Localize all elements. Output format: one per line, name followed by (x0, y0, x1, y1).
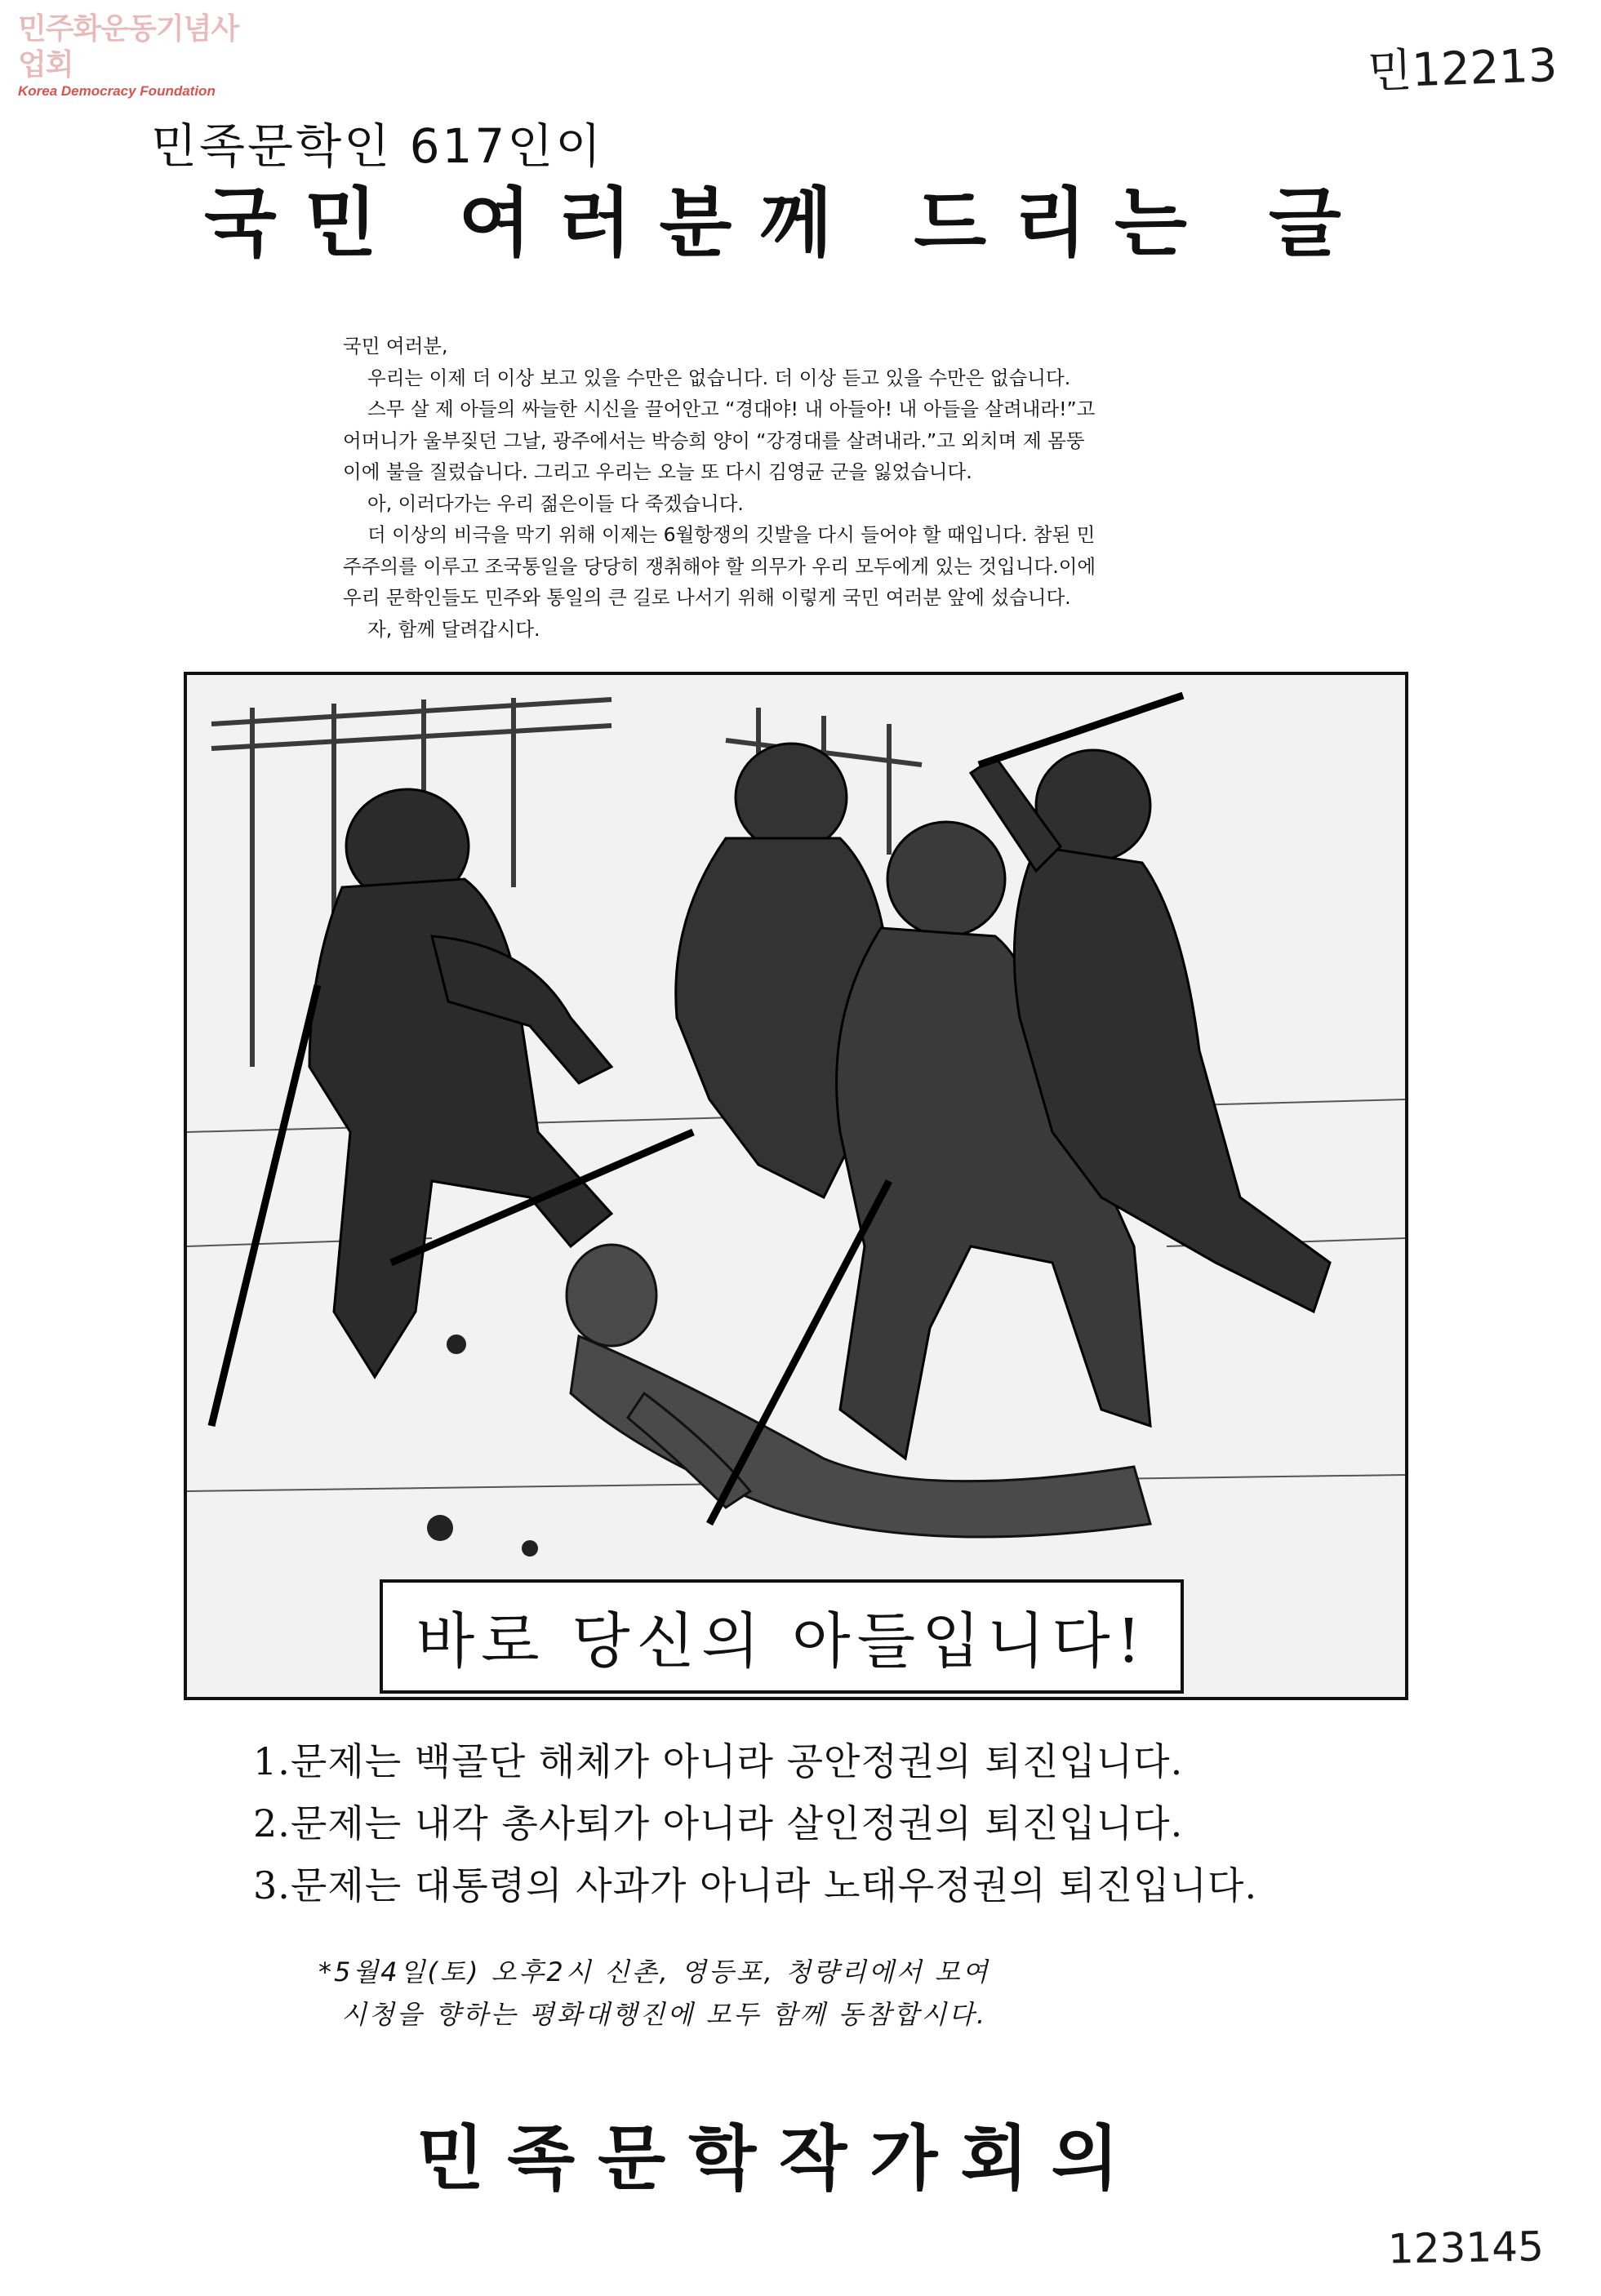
rally-notice-line: *5월4일(토) 오후2시 신촌, 영등포, 청량리에서 모여 (318, 1956, 990, 1987)
letter-line: 어머니가 울부짖던 그날, 광주에서는 박승희 양이 “강경대를 살려내라.”고 외치며 제 몸뚱 (343, 429, 1085, 452)
letter-line: 자, 함께 달려갑시다. (367, 617, 540, 641)
riot-police-illustration (184, 672, 1408, 1700)
letter-line: 국민 여러분, (343, 335, 448, 358)
handwritten-page-number: 123145 (1387, 2223, 1545, 2273)
watermark-english-text: Korea Democracy Foundation (18, 83, 216, 99)
demand-item: 2.문제는 내각 총사퇴가 아니라 살인정권의 퇴진입니다. (253, 1801, 1184, 1845)
rally-notice (318, 1951, 990, 2036)
letter-line: 우리 문학인들도 민주와 통일의 큰 길로 나서기 위해 이렇게 국민 여러분 앞에 섰습니다. (343, 586, 1071, 609)
demand-item: 1.문제는 백골단 해체가 아니라 공안정권의 퇴진입니다. (253, 1739, 1184, 1783)
document-subtitle: 민족문학인 617인이 (151, 118, 604, 174)
organization-name: 민족문학작가회의 (416, 2117, 1142, 2200)
handwritten-archive-code: 민12213 (1367, 38, 1559, 100)
illustration-caption: 바로 당신의 아들입니다! (416, 1606, 1148, 1676)
letter-body (343, 331, 1265, 645)
illustration-drawing (187, 675, 1405, 1697)
demand-item: 3.문제는 대통령의 사과가 아니라 노태우정권의 퇴진입니다. (253, 1863, 1258, 1907)
foundation-watermark (18, 11, 263, 100)
letter-line: 스무 살 제 아들의 싸늘한 시신을 끌어안고 “경대야! 내 아들아! 내 아들을 살려내라!”고 (367, 397, 1096, 420)
rally-notice-line: 시청을 향하는 평화대행진에 모두 함께 동참합시다. (341, 1999, 988, 2030)
letter-line: 주주의를 이루고 조국통일을 당당히 쟁취해야 할 의무가 우리 모두에게 있는 것입니다.이에 (343, 554, 1096, 578)
document-title: 국민 여러분께 드리는 글 (204, 179, 1369, 267)
illustration-caption-box (380, 1579, 1184, 1694)
letter-line: 이에 불을 질렀습니다. 그리고 우리는 오늘 또 다시 김영균 군을 잃었습니다. (343, 460, 972, 483)
letter-line: 우리는 이제 더 이상 보고 있을 수만은 없습니다. 더 이상 듣고 있을 수만은 없습니다. (367, 366, 1071, 389)
letter-line: 아, 이러다가는 우리 젊은이들 다 죽겠습니다. (367, 491, 744, 515)
watermark-korean-text: 민주화운동기념사업회 (18, 12, 239, 82)
letter-line: 더 이상의 비극을 막기 위해 이제는 6월항쟁의 깃발을 다시 들어야 할 때입니다. 참된 민 (367, 523, 1096, 546)
demands-list (253, 1730, 1257, 1916)
